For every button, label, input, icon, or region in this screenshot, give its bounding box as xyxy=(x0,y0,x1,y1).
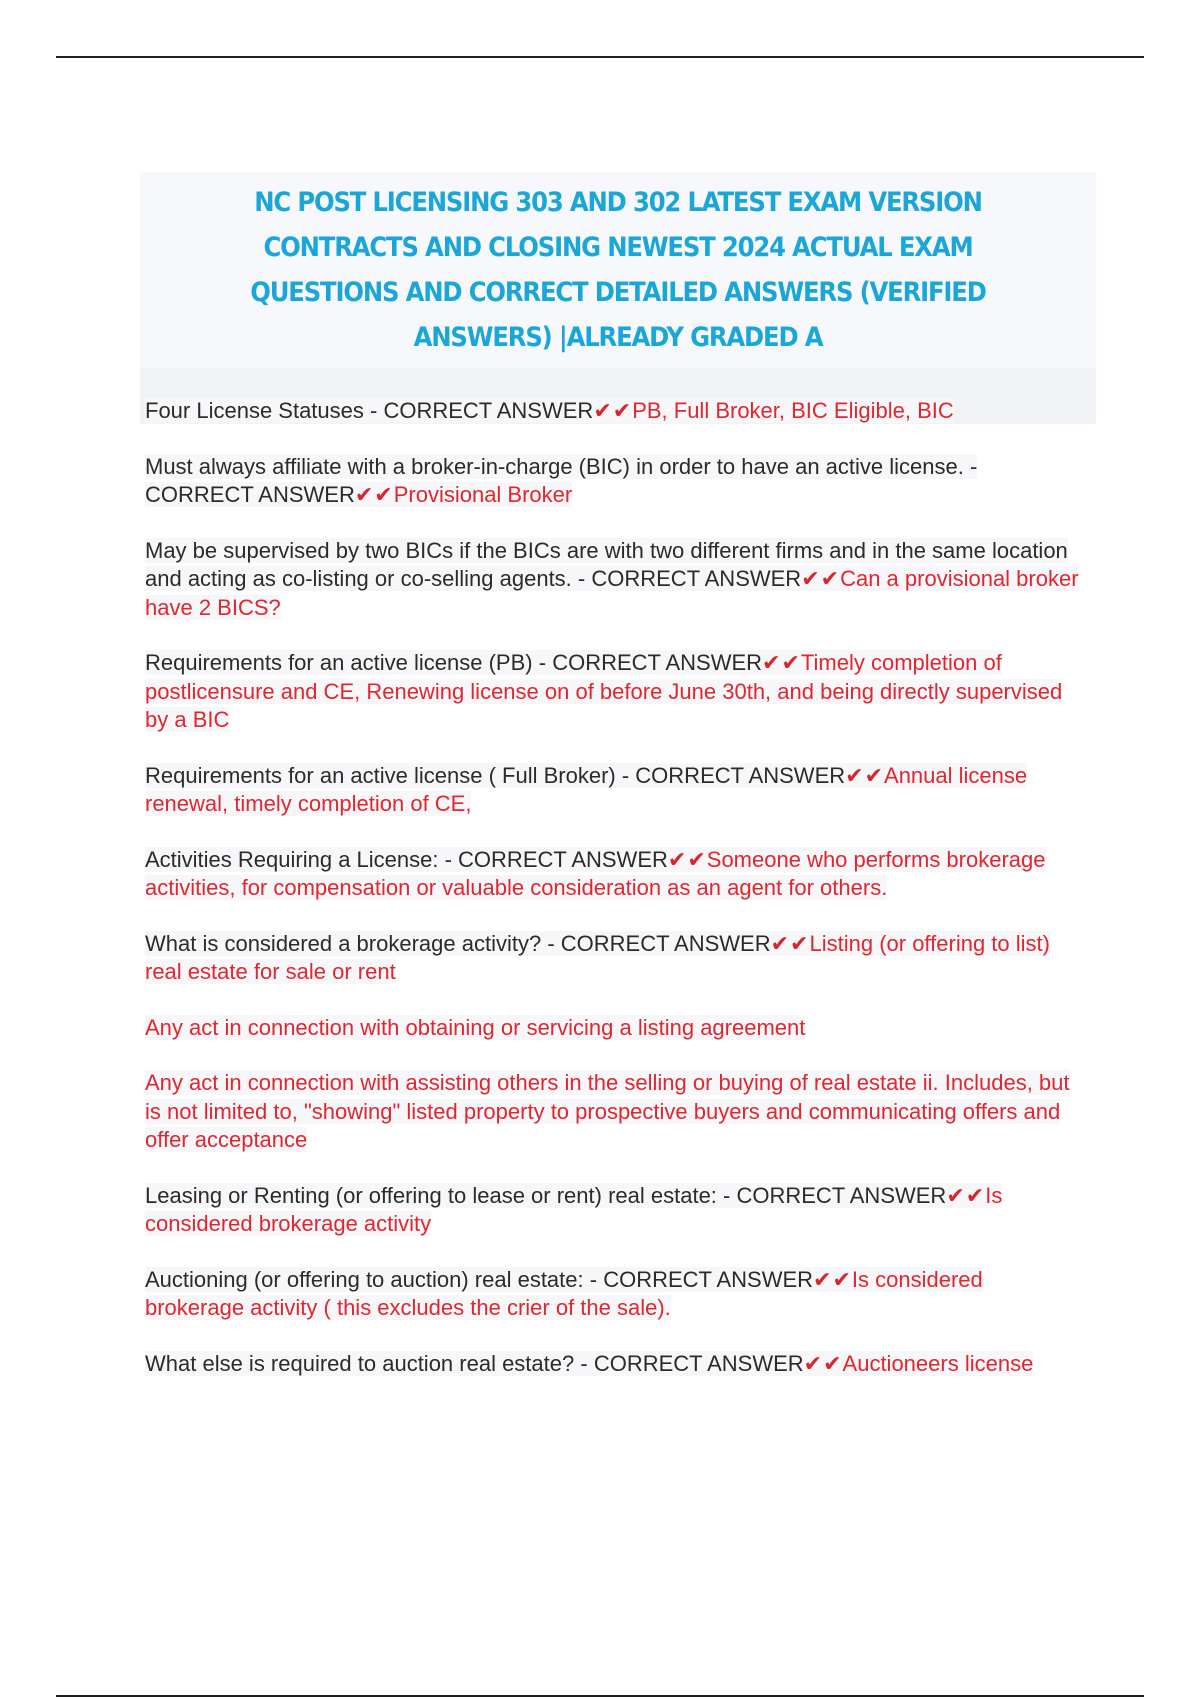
check-marks-icon: ✔✔ xyxy=(667,846,707,872)
check-marks-icon: ✔✔ xyxy=(801,566,841,591)
answer-continuation-text: Any act in connection with obtaining or servicing a listing agreement xyxy=(145,1014,806,1040)
answer-marker: - CORRECT ANSWER xyxy=(547,930,771,956)
qa-item xyxy=(145,649,1085,735)
qa-item xyxy=(145,762,1085,819)
answer-marker: - CORRECT ANSWER xyxy=(577,566,802,591)
answer-continuation xyxy=(145,1069,1085,1155)
question-text: What else is required to auction real estate? xyxy=(145,1350,575,1376)
title-block xyxy=(140,172,1096,424)
check-marks-icon: ✔✔ xyxy=(354,482,394,507)
question-text: Leasing or Renting (or offering to lease or rent) real estate: xyxy=(145,1182,717,1208)
answer-marker: - CORRECT ANSWER xyxy=(370,398,594,423)
answer-text: Is considered brokerage activity ( this excludes the crier of the sale). xyxy=(145,1266,983,1320)
qa-item xyxy=(145,846,1085,903)
qa-item xyxy=(145,1350,1085,1379)
question-text: What is considered a brokerage activity? xyxy=(145,930,542,956)
question-text: Auctioning (or offering to auction) real estate: xyxy=(145,1266,584,1292)
answer-text: Is considered brokerage activity xyxy=(145,1182,1003,1236)
question-text: Activities Requiring a License: xyxy=(145,846,439,872)
answer-text: Can a provisional broker have 2 BICS? xyxy=(145,566,1079,620)
question-text: Must always affiliate with a broker-in-charge (BIC) in order to have an active license. xyxy=(145,453,964,479)
qa-item xyxy=(145,453,1085,510)
question-text: Requirements for an active license (PB) xyxy=(145,650,533,675)
page-bottom-rule xyxy=(56,1695,1144,1697)
qa-item xyxy=(145,930,1085,987)
check-marks-icon: ✔✔ xyxy=(770,930,810,956)
qa-item xyxy=(145,1266,1085,1323)
check-marks-icon: ✔✔ xyxy=(813,1266,852,1292)
answer-text: PB, Full Broker, BIC Eligible, BIC xyxy=(632,398,954,423)
question-text: May be supervised by two BICs if the BICs are with two different firms and in the same location and acting as co-listing or co-selling agents. xyxy=(145,537,1068,591)
qa-list xyxy=(145,397,1085,1405)
answer-text: Provisional Broker xyxy=(393,482,573,507)
qa-item xyxy=(145,397,1085,426)
check-marks-icon: ✔✔ xyxy=(762,650,801,675)
answer-marker: - CORRECT ANSWER xyxy=(444,846,668,872)
page-top-rule xyxy=(56,56,1144,58)
document-title: NC POST LICENSING 303 AND 302 LATEST EXAM VERSION CONTRACTS AND CLOSING NEWEST 2024 ACTUAL EXAM QUESTIONS AND CORRECT DETAILED ANSWERS (VERIFIED ANSWERS) |ALREADY GRADED A xyxy=(250,187,986,353)
answer-marker: - CORRECT ANSWER xyxy=(145,453,978,507)
answer-text: Someone who performs brokerage activities, for compensation or valuable consideration as an agent for others. xyxy=(145,846,1046,900)
answer-text: Annual license renewal, timely completion of CE, xyxy=(145,762,1028,816)
check-marks-icon: ✔✔ xyxy=(946,1182,986,1208)
check-marks-icon: ✔✔ xyxy=(593,398,633,423)
answer-marker: - CORRECT ANSWER xyxy=(723,1182,947,1208)
question-text: Requirements for an active license ( Full Broker) xyxy=(145,762,616,788)
answer-marker: - CORRECT ANSWER xyxy=(538,650,763,675)
qa-item xyxy=(145,537,1085,623)
answer-text: Timely completion of postlicensure and CE, Renewing license on of before June 30th, and being directly supervised by a BIC xyxy=(145,650,1063,732)
qa-item xyxy=(145,1182,1085,1239)
question-text: Four License Statuses xyxy=(145,398,364,423)
answer-continuation xyxy=(145,1014,1085,1043)
answer-text: Listing (or offering to list) real estate for sale or rent xyxy=(145,930,1050,984)
answer-text: Auctioneers license xyxy=(842,1350,1034,1376)
check-marks-icon: ✔✔ xyxy=(803,1350,843,1376)
check-marks-icon: ✔✔ xyxy=(845,762,885,788)
answer-marker: - CORRECT ANSWER xyxy=(580,1350,804,1376)
answer-continuation-text: Any act in connection with assisting others in the selling or buying of real estate ii. Includes, but is not limited to, "showing" listed property to prospective buyers and communicating offers and offer acceptance xyxy=(145,1070,1070,1152)
answer-marker: - CORRECT ANSWER xyxy=(589,1266,814,1292)
answer-marker: - CORRECT ANSWER xyxy=(621,762,846,788)
